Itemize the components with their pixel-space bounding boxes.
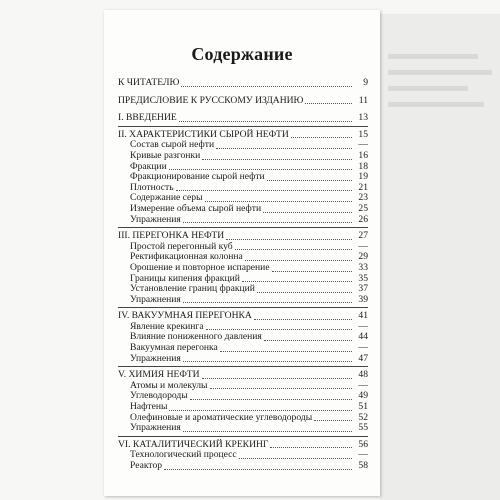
page-number: — bbox=[358, 379, 368, 391]
entry-label: Кривые разгонки bbox=[130, 149, 201, 161]
section-divider bbox=[118, 366, 368, 367]
dot-leader bbox=[183, 431, 352, 432]
dot-leader bbox=[183, 302, 352, 303]
page-number: 9 bbox=[363, 77, 368, 88]
page-number: 56 bbox=[358, 438, 368, 450]
toc-subsection-entry[interactable] bbox=[118, 215, 368, 226]
entry-label: Орошение и повторное испарение bbox=[130, 261, 270, 273]
entry-label: Упражнения bbox=[130, 352, 181, 364]
page-number: 35 bbox=[358, 272, 368, 284]
dot-leader bbox=[164, 469, 352, 470]
dot-leader bbox=[169, 410, 352, 411]
page-number: — bbox=[358, 240, 368, 252]
dot-leader bbox=[257, 292, 352, 293]
page-number: 41 bbox=[358, 310, 368, 322]
page-number: 23 bbox=[358, 192, 368, 204]
dot-leader bbox=[235, 249, 352, 250]
section-divider bbox=[118, 227, 368, 228]
entry-label: ПРЕДИСЛОВИЕ К РУССКОМУ ИЗДАНИЮ bbox=[118, 94, 304, 106]
dot-leader bbox=[242, 281, 352, 282]
entry-label: Влияние пониженного давления bbox=[130, 331, 262, 343]
page-number: 27 bbox=[358, 230, 368, 242]
entry-label: Технологический процесс bbox=[130, 449, 237, 461]
toc-subsection-entry[interactable] bbox=[118, 263, 368, 274]
dot-leader bbox=[206, 329, 352, 330]
dot-leader bbox=[190, 399, 352, 400]
entry-label: К ЧИТАТЕЛЮ bbox=[118, 77, 180, 88]
entry-label: III. ПЕРЕГОНКА НЕФТИ bbox=[118, 230, 225, 242]
page-number: 16 bbox=[358, 149, 368, 161]
page-number: 21 bbox=[358, 181, 368, 193]
toc-subsection-entry[interactable] bbox=[118, 354, 368, 365]
dot-leader bbox=[169, 169, 352, 170]
book-page bbox=[104, 10, 380, 496]
page-number: 19 bbox=[358, 171, 368, 183]
dot-leader bbox=[205, 201, 352, 202]
entry-label: Плотность bbox=[130, 181, 174, 193]
page-number: — bbox=[358, 320, 368, 332]
page-number: 25 bbox=[358, 202, 368, 214]
dot-leader bbox=[263, 212, 352, 213]
entry-label: Упражнения bbox=[130, 293, 181, 305]
section-divider bbox=[118, 307, 368, 308]
entry-label: Явление крекинга bbox=[130, 320, 204, 332]
ghost-text-line bbox=[388, 86, 468, 91]
dot-leader bbox=[239, 458, 352, 459]
page-number: 13 bbox=[358, 112, 368, 124]
entry-label: Упражнения bbox=[130, 422, 181, 434]
page-number: 37 bbox=[358, 283, 368, 295]
entry-label: II. ХАРАКТЕРИСТИКИ СЫРОЙ НЕФТИ bbox=[118, 128, 289, 140]
page-number: 58 bbox=[358, 460, 368, 471]
dot-leader bbox=[291, 137, 352, 138]
dot-leader bbox=[216, 148, 352, 149]
toc-section-entry[interactable] bbox=[118, 96, 368, 107]
dot-leader bbox=[183, 361, 352, 362]
page-title: Содержание bbox=[191, 44, 293, 64]
page-number: 55 bbox=[358, 422, 368, 434]
entry-label: Установление границ фракций bbox=[130, 283, 255, 295]
dot-leader bbox=[220, 351, 352, 352]
entry-label: I. ВВЕДЕНИЕ bbox=[118, 112, 177, 124]
entry-label: IV. ВАКУУМНАЯ ПЕРЕГОНКА bbox=[118, 310, 252, 322]
entry-label: Фракционирование сырой нефти bbox=[130, 171, 265, 183]
entry-label: Границы кипения фракций bbox=[130, 272, 240, 284]
entry-label: VI. КАТАЛИТИЧЕСКИЙ КРЕКИНГ bbox=[118, 438, 269, 450]
entry-label: Фракции bbox=[130, 160, 167, 172]
page-number: 47 bbox=[358, 352, 368, 364]
section-divider bbox=[118, 126, 368, 127]
table-of-contents bbox=[118, 78, 368, 472]
entry-label: Атомы и молекулы bbox=[130, 379, 208, 391]
toc-section-entry[interactable] bbox=[118, 113, 368, 124]
toc-section-entry[interactable] bbox=[118, 78, 368, 89]
toc-subsection-entry[interactable] bbox=[118, 423, 368, 434]
dot-leader bbox=[270, 447, 352, 448]
dot-leader bbox=[183, 222, 352, 223]
entry-label: Реактор bbox=[130, 460, 163, 471]
toc-subsection-entry[interactable] bbox=[118, 461, 368, 472]
entry-label: Нафтены bbox=[130, 401, 168, 413]
entry-label: V. ХИМИЯ НЕФТИ bbox=[118, 369, 200, 381]
entry-label: Содержание серы bbox=[130, 192, 203, 204]
dot-leader bbox=[267, 180, 352, 181]
dot-leader bbox=[245, 260, 352, 261]
entry-label: Олефиновые и ароматические углеводороды bbox=[130, 411, 313, 423]
page-number: 26 bbox=[358, 213, 368, 225]
page-number: 15 bbox=[358, 128, 368, 140]
entry-label: Ректификационная колонна bbox=[130, 251, 243, 263]
toc-subsection-entry[interactable] bbox=[118, 295, 368, 306]
dot-leader bbox=[181, 86, 352, 87]
section-divider bbox=[118, 436, 368, 437]
toc-subsection-entry[interactable] bbox=[118, 151, 368, 162]
ghost-text-line bbox=[388, 70, 492, 75]
ghost-text-line bbox=[388, 102, 484, 107]
dot-leader bbox=[226, 239, 352, 240]
adjacent-page bbox=[380, 14, 500, 500]
dot-leader bbox=[179, 121, 352, 122]
dot-leader bbox=[264, 340, 352, 341]
page-number: 48 bbox=[358, 369, 368, 381]
page-number: 29 bbox=[358, 251, 368, 263]
page-number: 44 bbox=[358, 331, 368, 343]
ghost-text-line bbox=[388, 54, 478, 59]
entry-label: Вакуумная перегонка bbox=[130, 342, 218, 354]
dot-leader bbox=[202, 159, 352, 160]
dot-leader bbox=[305, 103, 352, 104]
dot-leader bbox=[272, 271, 352, 272]
page-number: 18 bbox=[358, 160, 368, 172]
dot-leader bbox=[176, 190, 352, 191]
page-number: 39 bbox=[358, 293, 368, 305]
toc-subsection-entry[interactable] bbox=[118, 204, 368, 215]
page-number: — bbox=[358, 449, 368, 461]
page-number: 49 bbox=[358, 390, 368, 402]
entry-label: Упражнения bbox=[130, 213, 181, 225]
entry-label: Измерение объема сырой нефти bbox=[130, 202, 262, 214]
page-number: — bbox=[358, 342, 368, 354]
page-number: — bbox=[358, 139, 368, 151]
page-number: 11 bbox=[358, 94, 368, 106]
dot-leader bbox=[210, 388, 353, 389]
page-number: 51 bbox=[358, 401, 368, 413]
dot-leader bbox=[314, 420, 352, 421]
page-number: 33 bbox=[358, 261, 368, 273]
entry-label: Состав сырой нефти bbox=[130, 139, 215, 151]
entry-label: Простой перегонный куб bbox=[130, 240, 233, 252]
dot-leader bbox=[254, 319, 352, 320]
dot-leader bbox=[202, 378, 352, 379]
entry-label: Углеводороды bbox=[130, 390, 188, 402]
page-number: 52 bbox=[358, 411, 368, 423]
